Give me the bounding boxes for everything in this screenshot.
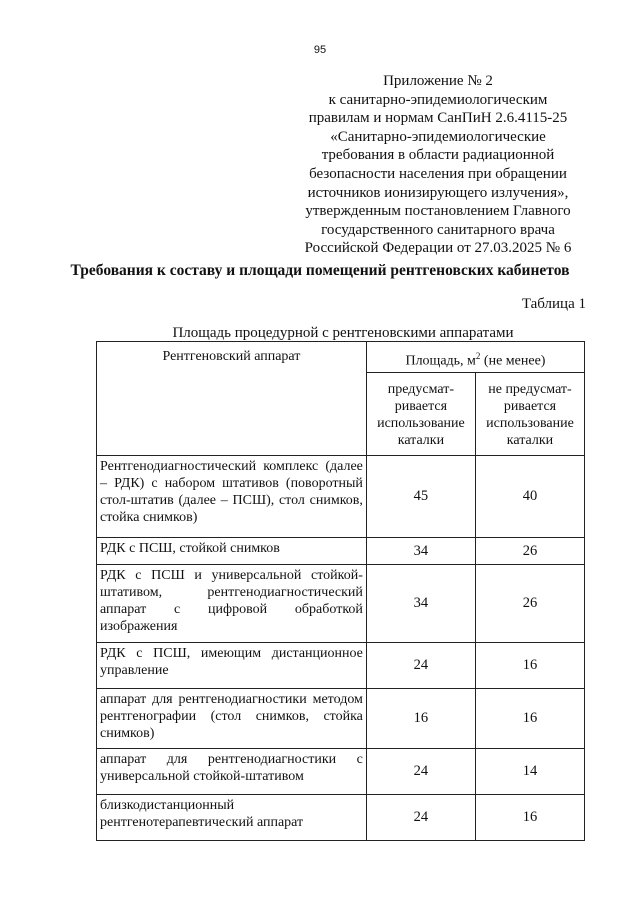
appendix-line: Российской Федерации от 27.03.2025 № 6 <box>304 240 572 257</box>
area-with-gurney: 24 <box>366 643 475 689</box>
header-apparatus: Рентгеновский аппарат <box>97 342 367 456</box>
area-without-gurney: 16 <box>475 795 584 841</box>
appendix-line: «Санитарно-эпидемиологические <box>330 128 546 145</box>
appendix-line: источников ионизирующего излучения», <box>307 184 569 201</box>
apparatus-name: Рентгенодиагностический комплекс (далее – РДК) с набором штативов (поворотный стол-штатив (далее – ПСШ), стол снимков, стойка снимков) <box>97 456 367 538</box>
table-row <box>97 565 585 643</box>
apparatus-name: РДК с ПСШ, стойкой снимков <box>97 538 367 565</box>
appendix-line: Приложение № 2 <box>383 73 493 89</box>
appendix-block <box>288 72 588 258</box>
appendix-line: государственного санитарного врача <box>321 221 555 238</box>
area-with-gurney: 24 <box>366 795 475 841</box>
appendix-line: безопасности населения при обращении <box>309 165 567 182</box>
apparatus-name: РДК с ПСШ и универсальной стойкой-штативом, рентгенодиагностический аппарат с цифровой обработкой изображения <box>97 565 367 643</box>
table-row <box>97 643 585 689</box>
area-without-gurney: 16 <box>475 689 584 749</box>
apparatus-name: аппарат для рентгенодиагностики методом рентгенографии (стол снимков, стойка снимков) <box>97 689 367 749</box>
apparatus-name: близкодистанционный рентгенотерапевтический аппарат <box>97 795 367 841</box>
area-with-gurney: 45 <box>366 456 475 538</box>
header-area: Площадь, $м^2$ (не менее) <box>366 342 584 373</box>
table-row <box>97 689 585 749</box>
table-label: Таблица 1 <box>521 296 586 312</box>
area-without-gurney: 14 <box>475 749 584 795</box>
area-table <box>96 341 585 841</box>
table-row <box>97 795 585 841</box>
page-number: 95 <box>313 44 327 56</box>
appendix-line: требования в области радиационной <box>321 147 555 164</box>
area-without-gurney: 40 <box>475 456 584 538</box>
area-without-gurney: 16 <box>475 643 584 689</box>
apparatus-name: РДК с ПСШ, имеющим дистанционное управление <box>97 643 367 689</box>
table-row <box>97 538 585 565</box>
header-without-gurney: не предусмат- ривается использование каталки <box>475 373 584 456</box>
appendix-line: правилам и нормам СанПиН 2.6.4115-25 <box>308 110 568 127</box>
header-with-gurney: предусмат- ривается использование каталки <box>366 373 475 456</box>
table-caption: Площадь процедурной с рентгеновскими аппаратами <box>172 325 514 341</box>
appendix-line: утвержденным постановлением Главного <box>305 203 571 220</box>
area-with-gurney: 16 <box>366 689 475 749</box>
appendix-line: к санитарно-эпидемиологическим <box>328 91 548 108</box>
table-row <box>97 749 585 795</box>
table-row <box>97 456 585 538</box>
area-with-gurney: 24 <box>366 749 475 795</box>
apparatus-name: аппарат для рентгенодиагностики с универсальной стойкой-штативом <box>97 749 367 795</box>
document-title: Требования к составу и площади помещений рентгеновских кабинетов <box>70 262 570 279</box>
area-with-gurney: 34 <box>366 538 475 565</box>
area-with-gurney: 34 <box>366 565 475 643</box>
area-without-gurney: 26 <box>475 538 584 565</box>
area-without-gurney: 26 <box>475 565 584 643</box>
